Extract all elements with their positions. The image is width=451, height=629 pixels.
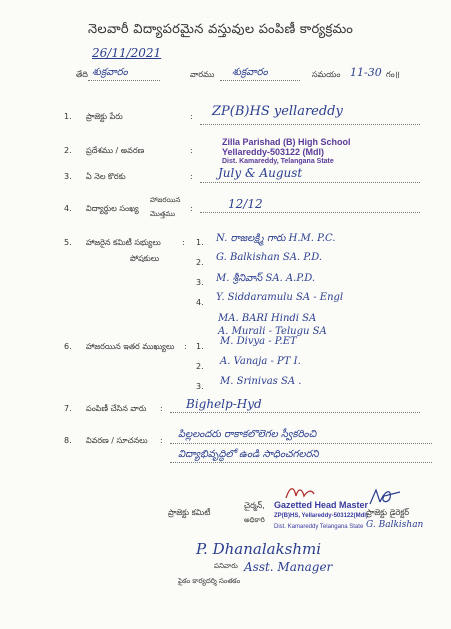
time-label: సమయం: [312, 70, 341, 79]
remarks-value: పిల్లలందరు రాకాకలొలెగల స్వీకరించి: [178, 429, 317, 440]
row-colon: :: [190, 112, 193, 121]
signer-label: పనివారు: [214, 562, 238, 570]
date-day: శుక్రవారం: [92, 67, 128, 78]
school-stamp-line3: Dist. Kamareddy, Telangana State: [222, 158, 334, 165]
committee-member: Y. Siddaramulu SA - Engl: [216, 292, 344, 303]
project-name-value: ZP(B)HS yellareddy: [212, 104, 343, 119]
remarks-value-2: విద్యాభివృద్ధిలో ఉండి సాధించగలరని: [178, 449, 319, 460]
committee-num: 3.: [196, 278, 204, 287]
committee-num: 2.: [196, 258, 204, 267]
signer-role: Asst. Manager: [244, 560, 333, 574]
others-num: 3.: [196, 382, 204, 391]
others-num: 1.: [196, 342, 204, 351]
row-label: ప్రదేశము / అవరణ: [86, 146, 145, 155]
hm-stamp-line2: ZP(B)HS, Yellareddy-503122(Mdl): [274, 513, 368, 519]
row-label: పంపిణీ చేసిన వారు: [86, 404, 147, 413]
row-colon: :: [184, 342, 187, 351]
row-number: 7.: [64, 404, 72, 413]
row-number: 4.: [64, 204, 72, 213]
other-member: M. Divya - P.ET: [220, 336, 297, 347]
document-title: నెలవారీ విద్యాపరమైన వస్తువుల పంపిణీ కార్యక్రమం: [88, 22, 354, 37]
row-label: హాజరయిన ఇతర ముఖ్యులు: [86, 342, 175, 351]
other-member: A. Vanaja - PT I.: [220, 356, 301, 367]
president-label: అధికారి: [244, 516, 265, 524]
row-dotline: [200, 182, 420, 183]
row-number: 6.: [64, 342, 72, 351]
date-value: 26/11/2021: [92, 46, 162, 60]
school-stamp-line1: Zilla Parishad (B) High School: [222, 137, 351, 147]
director-sign: G. Balkishan: [366, 520, 424, 530]
others-num: 2.: [196, 362, 204, 371]
row-number: 5.: [64, 238, 72, 247]
day-label: వారము: [190, 70, 215, 79]
hm-stamp-line1: Gazetted Head Master: [274, 500, 369, 510]
row-colon: :: [160, 436, 163, 445]
row-dotline: [170, 412, 420, 413]
time-value: 11-30: [350, 66, 382, 79]
row-label: వివరణ / సూచనలు: [86, 436, 148, 445]
school-stamp-line2: Yellareddy-503122 (Mdl): [222, 147, 325, 157]
distributed-by-value: Bighelp-Hyd: [186, 397, 262, 411]
school-stamp: [222, 137, 351, 167]
row-label: హాజరైన కమిటీ సభ్యులు: [86, 238, 161, 247]
director-signature: [366, 486, 406, 508]
date-dotline: [88, 80, 160, 81]
row-colon: :: [160, 404, 163, 413]
row-number: 8.: [64, 436, 72, 445]
row-number: 1.: [64, 112, 72, 121]
day-dotline: [220, 80, 300, 81]
hm-stamp: [274, 500, 368, 533]
committee-member: A. Murali - Telugu SA: [218, 326, 327, 337]
row-dotline: [200, 124, 420, 125]
time-unit: గం॥: [386, 70, 400, 79]
row-number: 2.: [64, 146, 72, 155]
row-label: విద్యార్థుల సంఖ్య: [86, 204, 139, 213]
row-number: 3.: [64, 172, 72, 181]
committee-member: N. రాజలక్ష్మి గారు H.M. P.C.: [216, 233, 336, 244]
row-colon: :: [190, 204, 193, 213]
signer-name: P. Dhanalakshmi: [196, 540, 322, 558]
committee-num: 4.: [196, 298, 204, 307]
committee-num: 1.: [196, 238, 204, 247]
committee-member: M. శ్రీనివాస్ SA. A.P.D.: [216, 273, 316, 284]
row-label-attended: హాజరయిన: [150, 196, 181, 204]
row-dotline: [170, 443, 432, 444]
row-dotline: [170, 462, 432, 463]
row-label: ఏ నెల కొరకు: [86, 172, 126, 181]
date-label: తేది: [76, 70, 88, 79]
chairman-label: చైర్మన్,: [244, 501, 265, 510]
row-colon: :: [190, 146, 193, 155]
row-colon: :: [182, 238, 185, 247]
students-count-value: 12/12: [228, 197, 263, 211]
director-label: ప్రాజెక్టు డైరెక్టర్: [366, 508, 410, 517]
row-dotline: [200, 212, 420, 213]
row-colon: :: [190, 172, 193, 181]
bottom-label: పైకం కార్యదర్శి సంతకం: [178, 577, 241, 585]
day-value: శుక్రవారం: [232, 67, 268, 78]
committee-label: ప్రాజెక్టు కమిటీ: [168, 508, 211, 517]
row-label-total: మొత్తము: [150, 210, 176, 218]
committee-member: G. Balkishan SA. P.D.: [216, 252, 323, 263]
committee-member: MA. BARI Hindi SA: [218, 313, 317, 324]
other-member: M. Srinivas SA .: [220, 376, 302, 387]
row-label-patrons: పోషకులు: [130, 254, 160, 263]
hm-stamp-line3: Dist. Kamareddy Telangana State: [274, 524, 364, 530]
month-value: July & August: [218, 166, 303, 180]
row-label: ప్రాజెక్టు పేరు: [86, 112, 123, 121]
